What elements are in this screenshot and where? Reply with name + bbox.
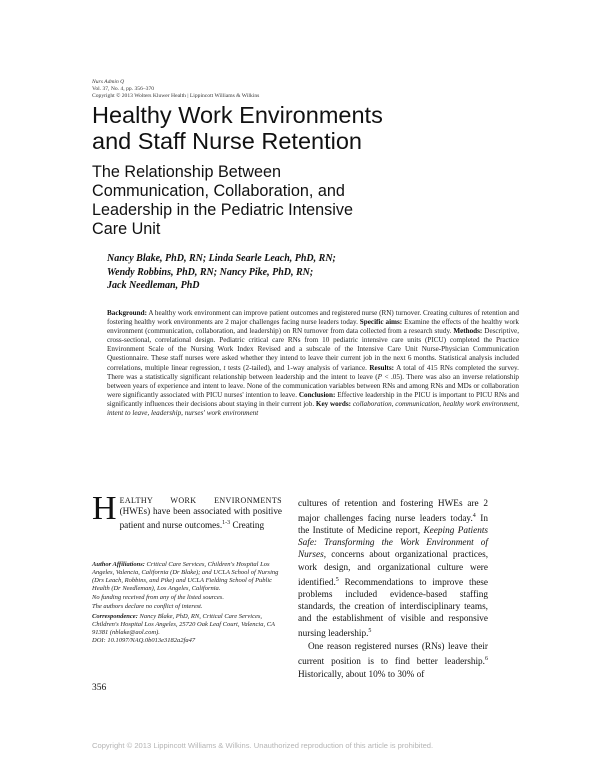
title-line: Healthy Work Environments — [92, 102, 383, 128]
abstract-results: A total of 415 RNs completed the survey. There was a statistically significant relationship between leadership and the intent to leave ( — [107, 363, 519, 381]
subtitle-line: Communication, Collaboration, and — [92, 182, 345, 200]
title-line: and Staff Nurse Retention — [92, 127, 362, 154]
citation-ref: 5 — [335, 576, 339, 583]
subtitle-line: Care Unit — [92, 220, 161, 238]
abstract-t-symbol: t — [223, 363, 226, 372]
correspondence-text: Nancy Blake, PhD, RN, Critical Care Services, Children's Hospital Los Angeles, 25720 Oak Leaf Court, Valencia, CA 91381 (nblake@aol.com). — [92, 612, 275, 636]
correspondence-label: Correspondence: — [92, 612, 138, 620]
abstract-keywords: collaboration, communication, healthy work environment, intent to leave, leadership, nurses' work environment — [107, 399, 519, 418]
copyright-footer: Copyright © 2013 Lippincott Williams & Wilkins. Unauthorized reproduction of this article is prohibited. — [92, 741, 434, 750]
body-right-column — [298, 498, 488, 681]
abstract-conclusion: Effective leadership in the PICU is important to PICU RNs and significantly influences their decisions about staying in their current job. — [107, 390, 519, 408]
body-left-column — [92, 490, 282, 531]
journal-copyright: Copyright © 2013 Wolters Kluwer Health | Lippincott Williams & Wilkins — [92, 93, 260, 100]
opening-text: (HWEs) have been associated with positive patient and nurse outcomes. — [119, 506, 282, 530]
abstract-methods: Descriptive, cross-sectional, correlational design. Pediatric critical care RNs from 10 pediatric intensive care units (PICU) completed the Practice Environment Scale of the Nursing Work Index Revised and a subscale of the Intensive Care Unit Nurse-Physician Communication Questionnaire. These staff nurses were asked whether they intend to leave their current job in the next 6 months. Statistical analysis included correlations, multiple linear regression, — [107, 327, 519, 372]
author-line: Wendy Robbins, PhD, RN; Nancy Pike, PhD, RN; — [107, 266, 314, 278]
abstract-aims-label: Specific aims: — [359, 318, 403, 327]
abstract-methods-cont: tests (2-tailed), and 1-way analysis of variance. — [228, 363, 367, 372]
subtitle-line: Leadership in the Pediatric Intensive — [92, 201, 353, 219]
abstract-conclusion-label: Conclusion: — [298, 390, 336, 399]
abstract-background-label: Background: — [107, 309, 147, 317]
journal-info — [92, 79, 259, 101]
article-subtitle — [92, 163, 353, 239]
abstract-results-label: Results: — [369, 363, 394, 372]
abstract-keywords-label: Key words: — [315, 399, 352, 408]
abstract-aims: Examine the effects of the healthy work environment (communication, collaboration, and leadership) on RN turnover from data collected from a research study. — [107, 318, 519, 336]
journal-volume: Vol. 37, No. 4, pp. 356–370 — [92, 86, 155, 93]
body-text: Recommendations to improve these problems included evidence-based staffing standards, the creation of interdisciplinary teams, and the establishment of visible and responsive nursing leadership. — [298, 577, 489, 640]
body-text: One reason registered nurses (RNs) leave their current position is to find better leadership. — [298, 642, 488, 668]
author-list — [107, 252, 336, 293]
article-title — [92, 103, 383, 154]
body-text: cultures of retention and fostering HWEs are 2 major challenges facing nurse leaders today. — [298, 499, 488, 525]
body-text: In the Institute of Medicine report, — [298, 514, 489, 537]
abstract-results-cont: < .05). There was also an inverse relationship between years of experience and intent to leave. None of the communication variables between RNs and among RNs and MDs or collaboration were significantly associated with PICU nurses' intention to leave. — [107, 372, 520, 399]
citation-ref: 6 — [485, 656, 488, 663]
body-text: Historically, about 10% to 30% of — [298, 669, 425, 680]
abstract — [107, 309, 519, 418]
conflict-statement: The authors declare no conflict of interest. — [92, 603, 203, 611]
affiliations-label: Author Affiliations: — [92, 561, 145, 568]
author-line: Jack Needleman, PhD — [107, 280, 200, 291]
citation-ref: 1-3 — [222, 519, 231, 526]
drop-cap: H — [92, 490, 117, 527]
abstract-methods-label: Methods: — [453, 327, 483, 336]
doi: DOI: 10.1097/NAQ.0b013e3182a2fa47 — [92, 636, 196, 644]
citation-ref: 5 — [368, 628, 372, 635]
abstract-background: A healthy work environment can improve patient outcomes and registered nurse (RN) turnover. Creating cultures of retention and fostering healthy work environments are 2 major challenges facing nurse leaders today. — [107, 309, 519, 327]
journal-name: Nurs Admin Q — [92, 79, 125, 85]
report-title: Keeping Patients Safe: Transforming the Work Environment of Nurses, — [298, 526, 489, 561]
author-line: Nancy Blake, PhD, RN; Linda Searle Leach, PhD, RN; — [107, 253, 336, 264]
funding-statement: No funding received from any of the listed sources. — [92, 594, 224, 602]
citation-ref: 4 — [472, 513, 476, 520]
affiliations-text: Critical Care Services, Children's Hospital Los Angeles, Valencia, California (Dr Blake); and UCLA School of Nursing (Drs Leach, Robbins, and Pike) and UCLA Fielding School of Public Health (Dr Needleman), Los Angeles, California. — [92, 561, 279, 593]
opening-smallcaps: EALTHY WORK ENVIRONMENTS — [119, 496, 282, 505]
body-text: concerns about organizational practices, work design, and organizational culture were identified. — [298, 550, 489, 588]
author-affiliations — [92, 561, 282, 645]
abstract-p-symbol: P — [377, 372, 383, 381]
page-number: 356 — [92, 683, 107, 693]
opening-text-cont: Creating — [232, 519, 265, 530]
subtitle-line: The Relationship Between — [92, 163, 281, 181]
